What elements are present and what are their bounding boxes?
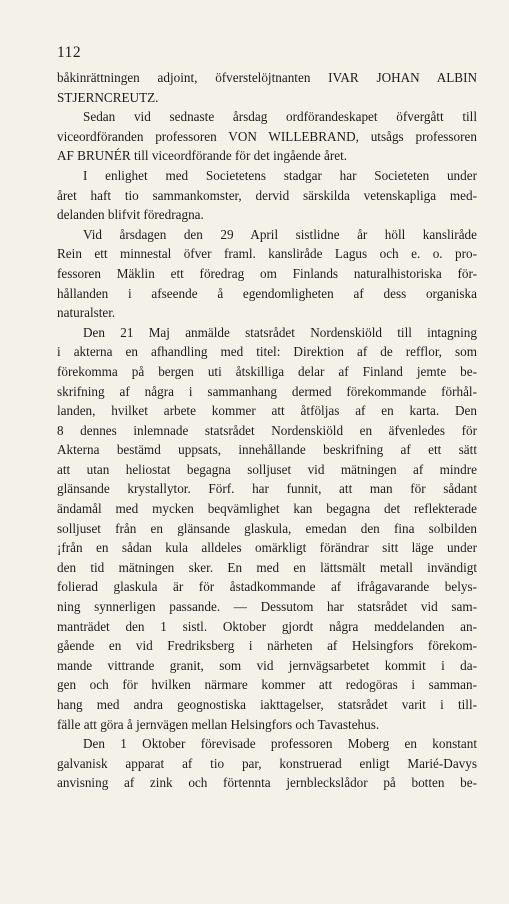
text-line: galvanisk apparat af tio par, konstruerad enligt Marié-Davys	[57, 755, 477, 771]
text-line: skrifning af några i sammanhang dermed förekommande förhål-	[57, 383, 477, 399]
text-line: året haft tio sammankomster, dervid särskilda vetenskapliga med-	[57, 187, 477, 203]
text-line: Sedan vid sednaste årsdag ordförandeskapet öfvergått till	[83, 109, 477, 125]
text-line: båkinrättningen adjoint, öfverstelöjtnanten IVAR JOHAN ALBIN	[57, 70, 477, 85]
text-line: manträdet den 1 sistl. Oktober gjordt några meddelanden an-	[57, 618, 477, 634]
text-line: att utan heliostat begagna solljuset vid mätningen af mindre	[57, 461, 477, 477]
text-line: Den 1 Oktober förevisade professoren Moberg en konstant	[83, 736, 477, 752]
text-line: landen, hvilket arbete kommer att åtföljas af en karta. Den	[57, 403, 477, 419]
page-number: 112	[57, 44, 82, 61]
text-line: fälle att göra å jernvägen mellan Helsingfors och Tavastehus.	[57, 716, 380, 732]
text-line: folierad glaskula är för åstadkommande af ifrågavarande belys-	[57, 579, 477, 595]
text-line: 8 dennes inlemnade statsrådet Nordenskiöld en äfvenledes för	[57, 422, 477, 438]
text-line: ning synnerligen passande. — Dessutom har statsrådet vid sam-	[57, 599, 477, 615]
text-line: naturalster.	[57, 305, 116, 321]
text-line: förekomma på bergen uti åtskilliga delar af Finland jemte be-	[57, 363, 477, 379]
text-line: I enlighet med Societetens stadgar har Societeten under	[83, 167, 477, 183]
text-line: anvisning af zink och förtennta jernbleckslådor på botten be-	[57, 775, 477, 791]
text-line: Vid årsdagen den 29 April sistlidne år höll kansliråde	[83, 226, 477, 242]
text-line: i akterna en afhandling med titel: Direktion af de refflor, som	[57, 344, 477, 360]
text-line: mande vittrande granit, som vid jernvägsarbetet kommit i da-	[57, 657, 477, 673]
text-line: delanden blifvit föredragna.	[57, 207, 204, 223]
text-line: fessoren Mäklin ett föredrag om Finlands naturalhistoriska för-	[57, 265, 477, 281]
body-text	[57, 68, 477, 793]
text-line: hang med andra geognostiska iakttagelser, statsrådet varit i till-	[57, 697, 477, 712]
text-line: Rein ett minnestal öfver framl. kansliråde Lagus och e. o. pro-	[57, 246, 477, 262]
text-line: gen och för hvilken närmare kommer att redogöras i samman-	[57, 677, 477, 693]
text-line: Akterna bestämd uppsats, innehållande beskrifning af ett sätt	[57, 442, 477, 458]
text-line: ¡från en sådan kula alldeles omärkligt förändrar sitt läge under	[57, 540, 477, 556]
text-line: hållanden i afseende å egendomligheten af dess organiska	[57, 285, 477, 301]
text-line: glänsande krystallytor. Förf. har funnit, att man för sådant	[57, 481, 477, 497]
text-line: viceordföranden professoren VON WILLEBRAND, utsågs professoren	[57, 128, 477, 144]
text-line: gående en vid Fredriksberg i närheten af Helsingfors förekom-	[57, 638, 477, 654]
text-line: den tid mätningen sker. En med en lättsmält metall invändigt	[57, 559, 477, 575]
text-line: Den 21 Maj anmälde statsrådet Nordenskiöld till intagning	[83, 324, 477, 340]
text-line: STJERNCREUTZ.	[57, 89, 159, 105]
text-line: ändamål med mycken beqvämlighet kan begagna det reflekterade	[57, 501, 477, 517]
text-line: AF BRUNÉR till viceordförande för det ingående året.	[57, 148, 348, 164]
text-line: solljuset från en glänsande glaskula, emedan den fina solbilden	[57, 520, 477, 536]
